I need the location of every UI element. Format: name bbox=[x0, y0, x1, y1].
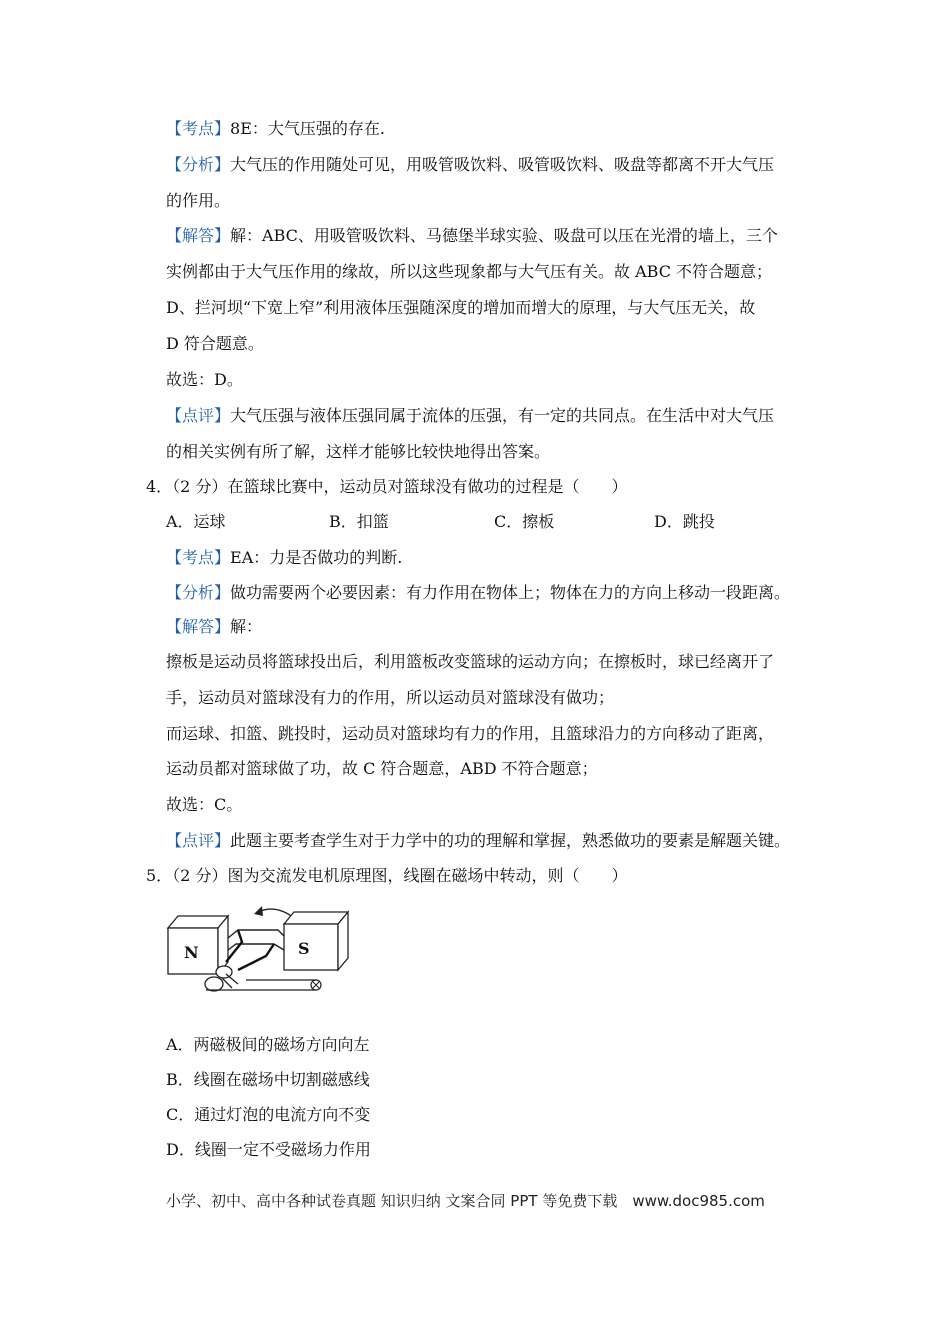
q4-jieda-head: 【解答】解： bbox=[166, 617, 263, 636]
coil-wire bbox=[226, 930, 274, 970]
south-magnet bbox=[284, 912, 348, 970]
fenxi-tag: 【分析】 bbox=[166, 583, 231, 602]
q4-option-b: B．扣篮 bbox=[329, 512, 389, 531]
fenxi-tag: 【分析】 bbox=[166, 155, 231, 174]
q4-option-c: C．擦板 bbox=[494, 512, 555, 531]
q4-fenxi: 【分析】做功需要两个必要因素：有力作用在物体上；物体在力的方向上移动一段距离。 bbox=[166, 583, 791, 602]
north-label: N bbox=[184, 943, 199, 962]
coil-outline bbox=[228, 930, 284, 950]
dianping-tag: 【点评】 bbox=[166, 831, 231, 850]
q4-jieda-line3: 而运球、扣篮、跳投时，运动员对篮球均有力的作用，且篮球沿力的方向移动了距离， bbox=[166, 724, 775, 743]
kaodian-tag: 【考点】 bbox=[166, 548, 231, 567]
q4-answer: 故选：C。 bbox=[166, 795, 243, 814]
slip-ring bbox=[205, 977, 223, 991]
generator-diagram bbox=[166, 900, 356, 1005]
q3-jieda-line2: 实例都由于大气压作用的缘故，所以这些现象都与大气压有关。故 ABC 不符合题意； bbox=[166, 262, 773, 281]
q3-jieda-line3: D、拦河坝“下宽上窄”利用液体压强随深度的增加而增大的原理，与大气压无关，故 bbox=[166, 298, 756, 317]
q3-jieda-line1: 【解答】解：ABC、用吸管吸饮料、马德堡半球实验、吸盘可以压在光滑的墙上，三个 bbox=[166, 226, 778, 245]
q5-option-a: A．两磁极间的磁场方向向左 bbox=[166, 1035, 370, 1054]
q5-option-c: C．通过灯泡的电流方向不变 bbox=[166, 1105, 371, 1124]
q4-stem: 4．（2 分）在篮球比赛中，运动员对篮球没有做功的过程是（ ） bbox=[146, 477, 628, 496]
q4-jieda-line1: 擦板是运动员将篮球投出后，利用篮板改变篮球的运动方向；在擦板时，球已经离开了 bbox=[166, 652, 775, 671]
q5-option-d: D．线圈一定不受磁场力作用 bbox=[166, 1140, 371, 1159]
q3-fenxi-line2: 的作用。 bbox=[166, 191, 231, 210]
q4-option-d: D．跳投 bbox=[654, 512, 715, 531]
jieda-tag: 【解答】 bbox=[166, 226, 231, 245]
q3-jieda-line4: D 符合题意。 bbox=[166, 334, 264, 353]
q4-kaodian: 【考点】EA：力是否做功的判断. bbox=[166, 548, 403, 567]
q5-stem: 5．（2 分）图为交流发电机原理图，线圈在磁场中转动，则（ ） bbox=[146, 866, 628, 885]
q4-jieda-line4: 运动员都对篮球做了功，故 C 符合题意，ABD 不符合题意； bbox=[166, 759, 598, 778]
page-footer: 小学、初中、高中各种试卷真题 知识归纳 文案合同 PPT 等免费下载 www.doc985.com bbox=[166, 1192, 765, 1210]
dianping-tag: 【点评】 bbox=[166, 406, 231, 425]
q3-fenxi-line1: 【分析】大气压的作用随处可见，用吸管吸饮料、吸管吸饮料、吸盘等都离不开大气压 bbox=[166, 155, 775, 174]
q5-option-b: B．线圈在磁场中切割磁感线 bbox=[166, 1070, 370, 1089]
q3-kaodian: 【考点】8E：大气压强的存在. bbox=[166, 119, 385, 138]
rotation-arrow bbox=[258, 909, 294, 918]
q4-dianping: 【点评】此题主要考查学生对于力学中的功的理解和掌握，熟悉做功的要素是解题关键。 bbox=[166, 831, 791, 850]
jieda-tag: 【解答】 bbox=[166, 617, 231, 636]
q4-option-a: A．运球 bbox=[166, 512, 226, 531]
q4-jieda-line2: 手，运动员对篮球没有力的作用，所以运动员对篮球没有做功； bbox=[166, 688, 615, 707]
q3-dianping-line1: 【点评】大气压强与液体压强同属于流体的压强，有一定的共同点。在生活中对大气压 bbox=[166, 406, 775, 425]
south-label: S bbox=[298, 939, 310, 958]
q3-answer: 故选：D。 bbox=[166, 370, 243, 389]
rotation-arrowhead bbox=[254, 906, 263, 916]
q3-dianping-line2: 的相关实例有所了解，这样才能够比较快地得出答案。 bbox=[166, 442, 551, 461]
kaodian-tag: 【考点】 bbox=[166, 119, 231, 138]
